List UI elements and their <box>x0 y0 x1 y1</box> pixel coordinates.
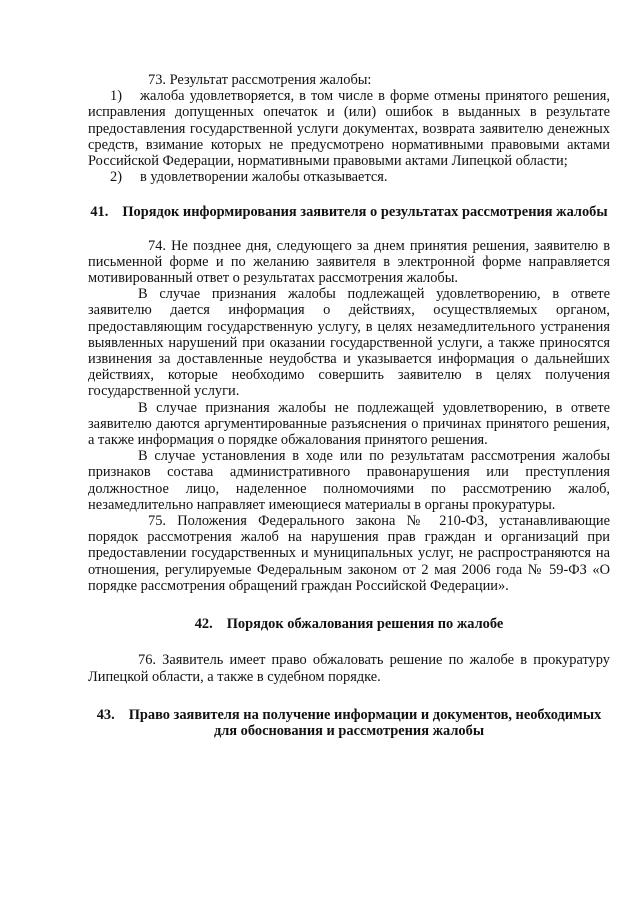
section-41-heading <box>88 204 610 220</box>
paragraph-74: 74. Не позднее дня, следующего за днем принятия решения, заявителю в письменной форме и по желанию заявителя в электронной форме направляется мотивированный ответ о результатах рассмотрения жалобы. <box>88 237 610 287</box>
section-41-title: Порядок информирования заявителя о результатах рассмотрения жалобы <box>122 204 608 221</box>
list-item-1 <box>88 88 610 169</box>
section-42-number: 42. <box>194 616 213 633</box>
list-item-1-number: 1) <box>110 88 122 105</box>
section-41-number: 41. <box>90 204 109 221</box>
paragraph-73-heading: 73. Результат рассмотрения жалобы: <box>148 72 372 88</box>
section-43-title: Право заявителя на получение информации и документов, необходимых для обоснования и рассмотрения жалобы <box>128 706 602 739</box>
section-42-title: Порядок обжалования решения по жалобе <box>226 616 504 633</box>
paragraph-74-3: В случае признания жалобы не подлежащей удовлетворению, в ответе заявителю даются аргументированные разъяснения о причинах принятого решения, а также информация о порядке обжалования принятого решения. <box>88 399 610 449</box>
list-item-2-text: в удовлетворении жалобы отказывается. <box>140 169 388 186</box>
paragraph-76: 76. Заявитель имеет право обжаловать решение по жалобе в прокуратуру Липецкой области, а также в судебном порядке. <box>88 652 610 685</box>
section-43-heading <box>88 707 610 739</box>
paragraph-74-2: В случае признания жалобы подлежащей удовлетворению, в ответе заявителю дается информация о действиях, осуществляемых органом, предоставляющим государственную услугу, в целях незамедлительного устранения выявленных нарушений при оказании государственной услуги, а также приносятся извинения за доставленные неудобства и указывается информация о дальнейших действиях, которые необходимо совершить заявителю в целях получения государственной услуги. <box>88 286 610 400</box>
paragraph-74-4: В случае установления в ходе или по результатам рассмотрения жалобы признаков состава административного правонарушения или преступления должностное лицо, наделенное полномочиями по рассмотрению жалоб, незамедлительно направляет имеющиеся материалы в органы прокуратуры. <box>88 448 610 513</box>
document-page <box>88 72 610 739</box>
list-item-2-number: 2) <box>110 169 122 186</box>
list-item-2 <box>88 169 610 185</box>
list-item-1-text: жалоба удовлетворяется, в том числе в форме отмены принятого решения, исправления допущенных опечаток и (или) ошибок в выданных в результате предоставления государственной услуги документах, возврата заявителю денежных средств, взимание которых не предусмотрено нормативными правовыми актами Российской Федерации, нормативными правовыми актами Липецкой области; <box>88 88 610 170</box>
section-42-heading <box>88 616 610 632</box>
paragraph-75: 75. Положения Федерального закона № 210-ФЗ, устанавливающие порядок рассмотрения жалоб на нарушения прав граждан и организаций при предоставлении государственных и муниципальных услуг, не распространяются на отношения, регулируемые Федеральным законом от 2 мая 2006 года № 59-ФЗ «О порядке рассмотрения обращений граждан Российской Федерации». <box>88 513 610 594</box>
section-43-number: 43. <box>96 706 115 723</box>
